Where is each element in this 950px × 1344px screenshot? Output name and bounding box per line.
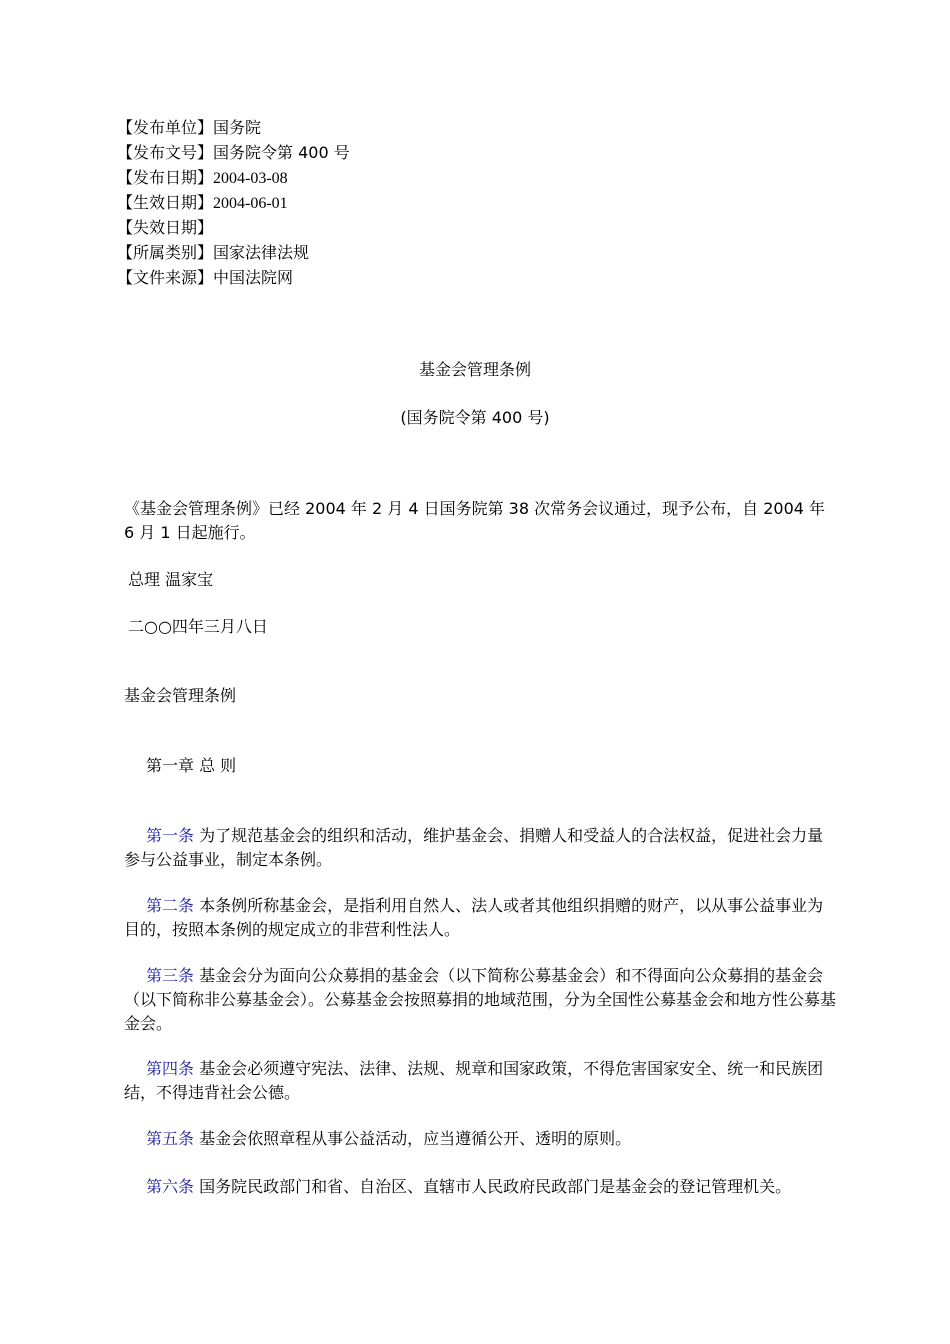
article-text: 基金会分为面向公众募捐的基金会（以下简称公募基金会）和不得面向公众募捐的基金会（以下简称非公募基金会）。公募基金会按照募捐的地域范围，分为全国性公募基金会和地方性公募基金会。 xyxy=(124,966,837,1033)
meta-label: 【发布文号】 xyxy=(117,143,214,162)
article-label: 第五条 xyxy=(146,1129,195,1148)
sign-date: 二○○四年三月八日 xyxy=(128,617,268,636)
decree-number: (国务院令第 400 号) xyxy=(400,408,550,427)
meta-label: 【所属类别】 xyxy=(117,243,214,262)
article-text: 为了规范基金会的组织和活动，维护基金会、捐赠人和受益人的合法权益，促进社会力量参与公益事业，制定本条例。 xyxy=(124,826,824,869)
meta-label: 【失效日期】 xyxy=(117,218,214,237)
meta-label: 【发布单位】 xyxy=(117,118,214,137)
meta-doc-number xyxy=(117,140,350,165)
meta-effective-date xyxy=(117,190,350,215)
meta-label: 【发布日期】 xyxy=(117,168,214,187)
article-1 xyxy=(124,824,836,872)
article-label: 第四条 xyxy=(146,1059,195,1078)
meta-issuer xyxy=(117,115,350,140)
regulation-title: 基金会管理条例 xyxy=(124,686,237,705)
signature: 总理 温家宝 xyxy=(128,570,214,589)
article-text: 基金会依照章程从事公益活动，应当遵循公开、透明的原则。 xyxy=(194,1129,632,1148)
article-text: 国务院民政部门和省、自治区、直辖市人民政府民政部门是基金会的登记管理机关。 xyxy=(194,1177,792,1196)
article-label: 第一条 xyxy=(146,826,195,845)
article-4 xyxy=(124,1057,836,1105)
chapter-title: 第一章 总 则 xyxy=(146,756,237,775)
meta-expiry-date xyxy=(117,215,350,240)
article-label: 第六条 xyxy=(146,1177,195,1196)
document-title: 基金会管理条例 xyxy=(418,360,531,379)
meta-value: 国务院 xyxy=(213,118,262,137)
meta-label: 【文件来源】 xyxy=(117,268,214,287)
article-2 xyxy=(124,894,836,942)
meta-value: 国家法律法规 xyxy=(213,243,310,262)
article-6 xyxy=(124,1175,836,1199)
meta-category xyxy=(117,240,350,265)
meta-label: 【生效日期】 xyxy=(117,193,214,212)
promulgation-paragraph: 《基金会管理条例》已经 2004 年 2 月 4 日国务院第 38 次常务会议通过，现予公布，自 2004 年 6 月 1 日起施行。 xyxy=(124,499,826,542)
meta-value: 2004-03-08 xyxy=(213,170,288,187)
article-text: 基金会必须遵守宪法、法律、法规、规章和国家政策，不得危害国家安全、统一和民族团结，不得违背社会公德。 xyxy=(124,1059,824,1102)
article-3 xyxy=(124,964,836,1036)
meta-source xyxy=(117,265,350,290)
meta-value: 国务院令第 400 号 xyxy=(213,143,350,162)
meta-value: 中国法院网 xyxy=(213,268,294,287)
meta-issue-date xyxy=(117,165,350,190)
article-5 xyxy=(124,1127,836,1151)
meta-value: 2004-06-01 xyxy=(213,195,288,212)
article-text: 本条例所称基金会，是指利用自然人、法人或者其他组织捐赠的财产，以从事公益事业为目的，按照本条例的规定成立的非营利性法人。 xyxy=(124,896,824,939)
metadata-block xyxy=(117,115,350,290)
article-label: 第三条 xyxy=(146,966,195,985)
article-label: 第二条 xyxy=(146,896,195,915)
